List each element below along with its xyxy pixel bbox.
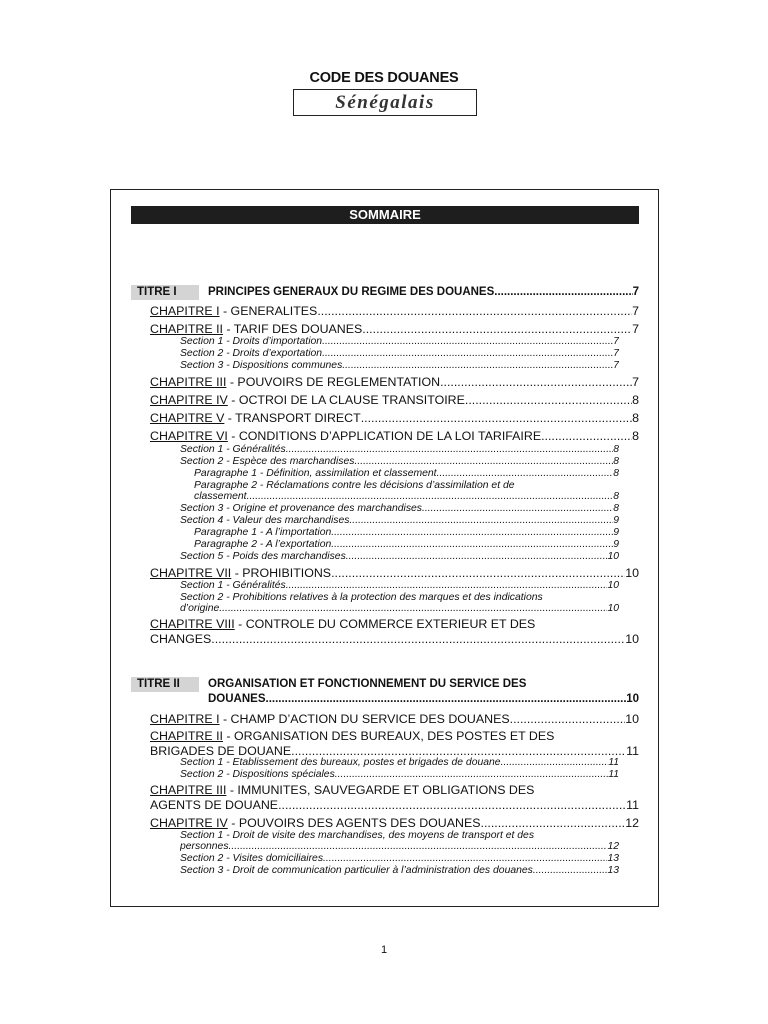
doc-title: CODE DES DOUANES [309, 70, 459, 86]
toc-entry[interactable]: Section 2 - Droits d’exportation ..... 7 [180, 348, 619, 360]
toc-entry[interactable]: Paragraphe 1 - A l’importation ..... 9 [194, 527, 619, 539]
doc-subtitle: Sénégalais [293, 89, 477, 116]
toc-entry[interactable]: Section 1 - Droits d’importation ..... 7 [180, 336, 619, 348]
toc-entry[interactable]: CHAPITRE IV - OCTROI DE LA CLAUSE TRANSITOIRE ..... 8 [150, 393, 639, 408]
toc-entry[interactable]: Section 1 - Etablissement des bureaux, postes et brigades de douane ..... 11 [180, 757, 619, 769]
toc-entry[interactable]: CHAPITRE I - CHAMP D’ACTION DU SERVICE DES DOUANES ..... 10 [150, 712, 639, 727]
toc-entry[interactable]: Section 2 - Dispositions spéciales ..... 11 [180, 769, 619, 781]
toc-entry-line: CHAPITRE II - ORGANISATION DES BUREAUX, DES POSTES ET DES [150, 729, 555, 743]
toc-entry-line: CHAPITRE III - IMMUNITES, SAUVEGARDE ET OBLIGATIONS DES [150, 783, 535, 797]
titre-label: TITRE I [131, 285, 199, 300]
toc-entry-line: ORGANISATION ET FONCTIONNEMENT DU SERVICE DES [208, 678, 527, 690]
toc-entry[interactable]: Section 5 - Poids des marchandises ..... 10 [180, 551, 619, 563]
toc-entry-line: Section 1 - Droit de visite des marchandises, des moyens de transport et des [180, 830, 535, 841]
toc-entry[interactable]: Section 1 - Généralités ..... 10 [180, 580, 619, 592]
toc-entry[interactable]: Paragraphe 2 - A l’exportation ..... 9 [194, 539, 619, 551]
toc-entry[interactable]: DOUANES ..... 10 [208, 692, 639, 707]
toc-entry[interactable]: BRIGADES DE DOUANE ..... 11 [150, 744, 639, 759]
toc-entry[interactable]: CHAPITRE VI - CONDITIONS D’APPLICATION DE LA LOI TARIFAIRE ..... 8 [150, 429, 639, 444]
toc-entry[interactable]: d’origine ..... 10 [180, 603, 619, 615]
toc-entry[interactable]: Section 2 - Visites domiciliaires ..... 13 [180, 853, 619, 865]
toc-entry[interactable]: Section 3 - Droit de communication particulier à l’administration des douanes ..... 13 [180, 865, 619, 877]
toc-entry[interactable]: CHAPITRE VII - PROHIBITIONS ..... 10 [150, 566, 639, 581]
toc-entry[interactable]: Section 2 - Espèce des marchandises ..... 8 [180, 456, 619, 468]
toc-entry[interactable]: Section 4 - Valeur des marchandises ..... 9 [180, 515, 619, 527]
sommaire-heading: SOMMAIRE [131, 206, 639, 224]
toc-entry[interactable]: personnes ..... 12 [180, 841, 619, 853]
toc-entry[interactable]: CHAPITRE V - TRANSPORT DIRECT ..... 8 [150, 411, 639, 426]
toc-entry-line: Paragraphe 2 - Réclamations contre les décisions d’assimilation et de [194, 480, 515, 491]
toc-entry[interactable]: classement ..... 8 [194, 491, 619, 503]
page-number: 1 [380, 944, 388, 956]
titre-label: TITRE II [131, 677, 199, 692]
toc-entry[interactable]: CHAPITRE III - POUVOIRS DE REGLEMENTATION ..... 7 [150, 375, 639, 390]
toc-entry[interactable]: Section 3 - Origine et provenance des marchandises ..... 8 [180, 503, 619, 515]
toc-entry[interactable]: Section 1 - Généralités ..... 8 [180, 444, 619, 456]
toc-entry-line: Section 2 - Prohibitions relatives à la protection des marques et des indications [180, 592, 543, 603]
toc-entry[interactable]: CHANGES ..... 10 [150, 632, 639, 647]
toc-entry[interactable]: CHAPITRE IV - POUVOIRS DES AGENTS DES DOUANES ..... 12 [150, 816, 639, 831]
toc-entry[interactable]: PRINCIPES GENERAUX DU REGIME DES DOUANES ..... 7 [208, 285, 639, 300]
toc-entry-line: CHAPITRE VIII - CONTROLE DU COMMERCE EXTERIEUR ET DES [150, 617, 536, 631]
toc-entry[interactable]: CHAPITRE II - TARIF DES DOUANES ..... 7 [150, 322, 639, 337]
toc-entry[interactable]: Paragraphe 1 - Définition, assimilation et classement ..... 8 [194, 468, 619, 480]
toc-entry[interactable]: CHAPITRE I - GENERALITES ..... 7 [150, 304, 639, 319]
toc-entry[interactable]: Section 3 - Dispositions communes ..... 7 [180, 360, 619, 372]
toc-entry[interactable]: AGENTS DE DOUANE ..... 11 [150, 798, 639, 813]
